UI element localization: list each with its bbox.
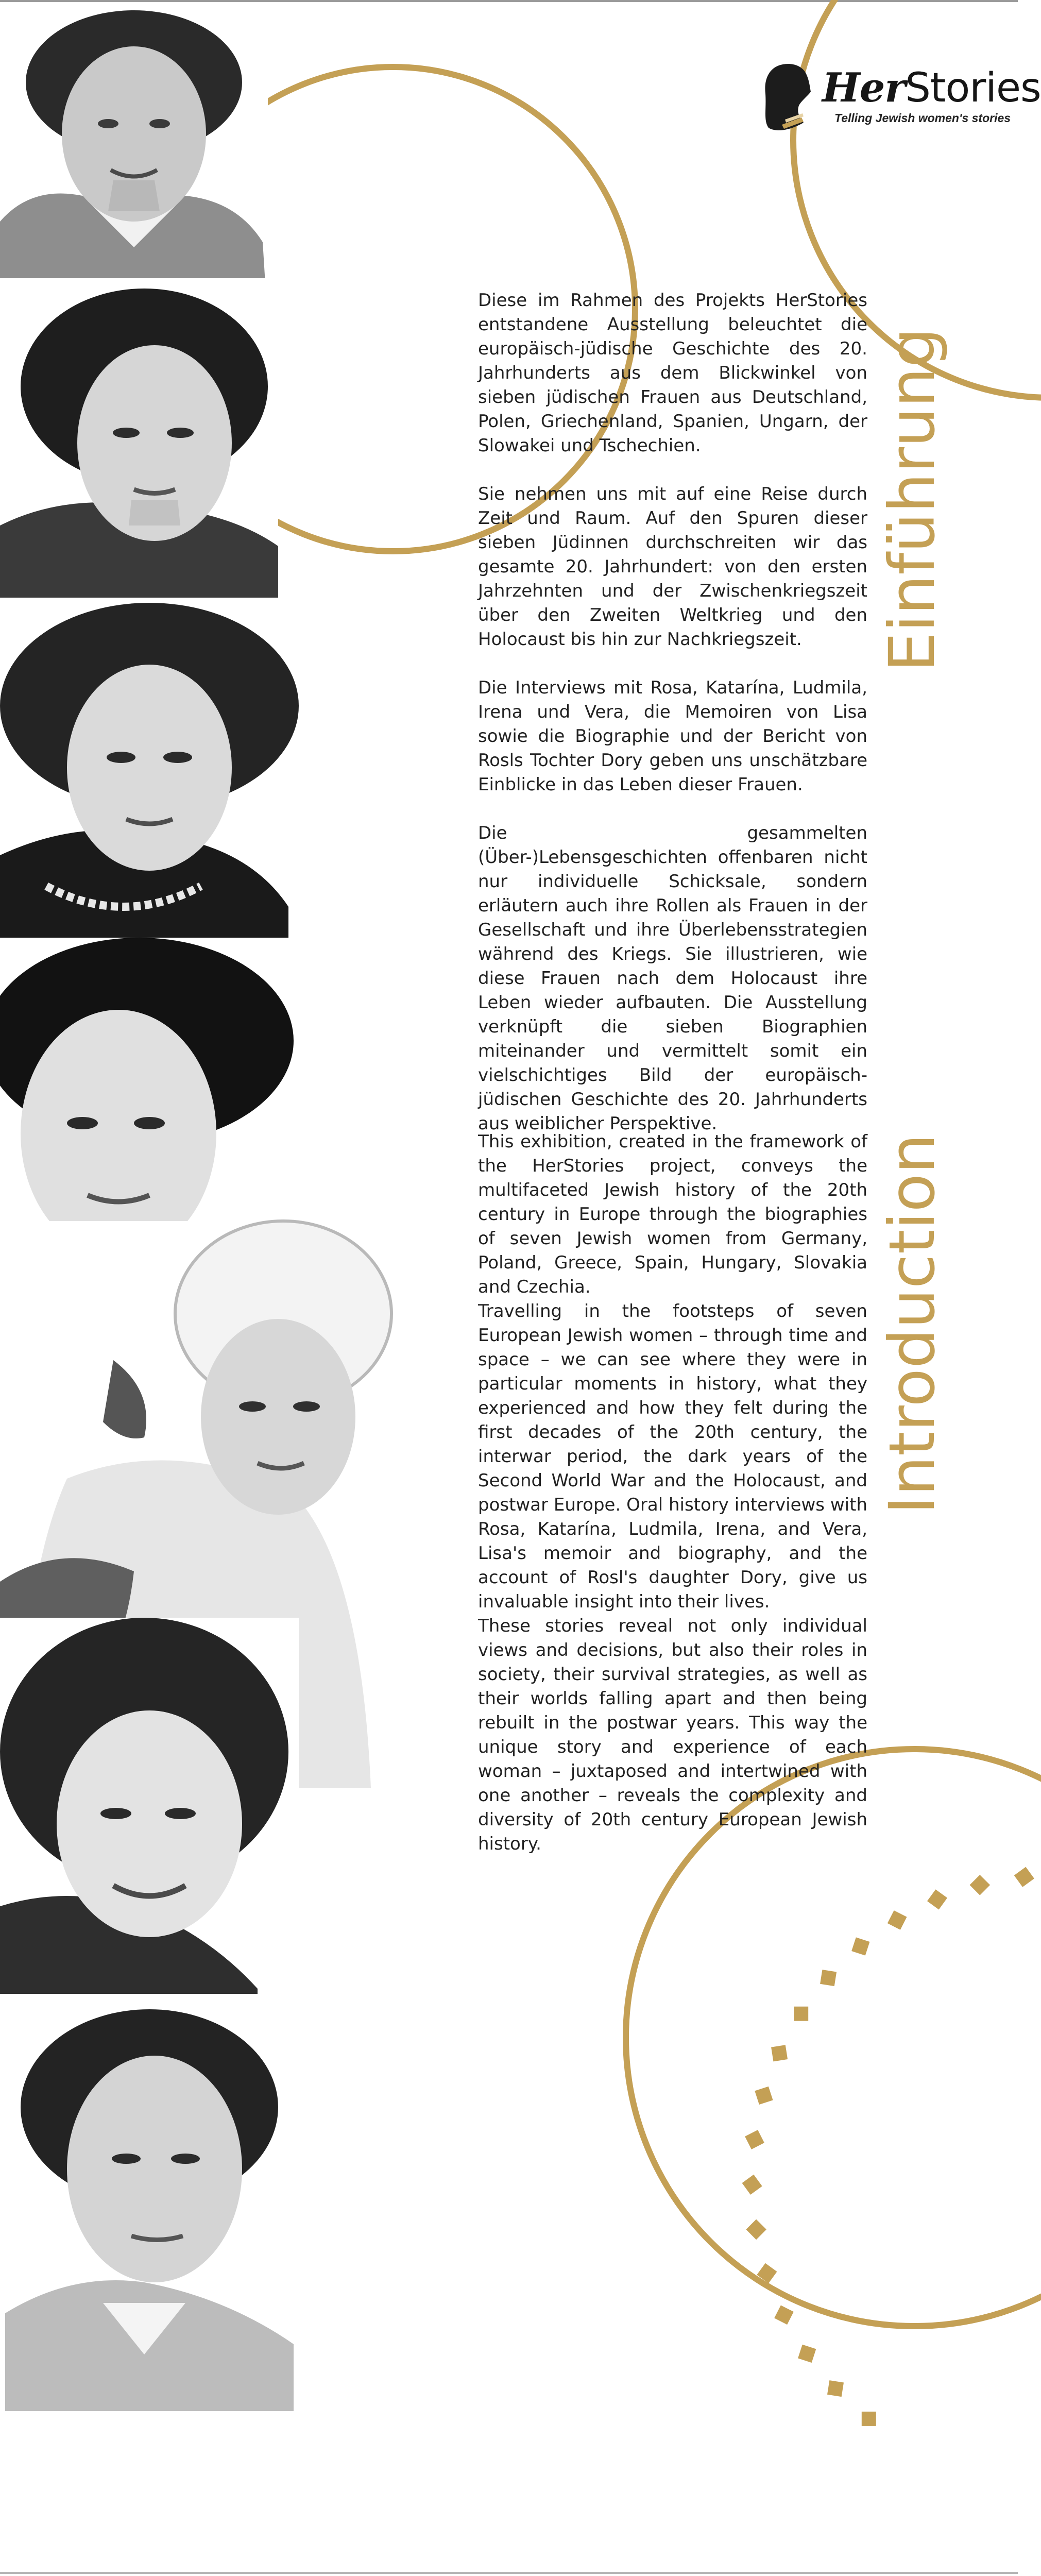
deco-dot (746, 2219, 766, 2240)
deco-dot (827, 2380, 844, 2397)
portrait-photo-2 (0, 278, 278, 639)
english-paragraph-3: These stories reveal not only individual views and decisions, but also their roles in society, their survival strategies, as well as their worlds falling apart and then being rebuilt in the postwar years. This way the unique story and experience of each woman – juxtaposed and intertwined with one another – reveals the complexity and diversity of 20th century European Jewish history. (478, 1616, 867, 1854)
portrait-photo-6 (0, 1618, 299, 2056)
title-introduction: Introduction (876, 1133, 949, 1515)
deco-dot (927, 1889, 947, 1909)
deco-dot (1014, 1867, 1034, 1887)
german-paragraph-4: Die gesammelten (Über-)Lebensgeschichten offenbaren nicht nur individuelle Schicksale, sondern erläutern auch ihre Rollen als Frauen in der Gesellschaft und ihre Überlebensstrategien während des Kriegs. Sie illustrieren, wie diese Frauen nach dem Holocaust ihre Leben wieder aufbauten. Die Ausstellung verknüpft die sieben Biographien miteinander und vermittelt somit ein vielschichtiges Bild der europäisch-jüdischen Geschichte des 20. Jahrhunderts aus weiblicher Perspektive. (478, 823, 867, 1134)
deco-dot (771, 2045, 788, 2061)
german-paragraph-1: Diese im Rahmen des Projekts HerStories entstandene Ausstellung beleuchtet die europäisch-jüdische Geschichte des 20. Jahrhunderts aus dem Blickwinkel von sieben jüdischen Frauen aus Deutschland, Polen, Griechenland, Spanien, Ungarn, der Slowakei und Tschechien. (478, 290, 867, 456)
portrait-photo-3 (0, 598, 309, 969)
title-einfuehrung: Einführung (876, 327, 949, 672)
brand-name-her: Her (822, 64, 906, 111)
german-paragraph-3: Die Interviews mit Rosa, Katarína, Ludmila, Irena und Vera, die Memoiren von Lisa sowie die Biographie und der Bericht von Rosls Tochter Dory geben uns unschätzbare Einblicke in das Leben dieser Frauen. (478, 677, 867, 795)
english-paragraph-1: This exhibition, created in the framework of the HerStories project, conveys the multifaceted Jewish history of the 20th century in Europe through the biographies of seven Jewish women from Germany, Poland, Greece, Spain, Hungary, Slovakia and Czechia. (478, 1131, 867, 1297)
deco-dot (798, 2345, 816, 2363)
herstories-logo (761, 62, 1041, 134)
deco-dot (774, 2305, 794, 2325)
portrait-photo-1 (0, 5, 268, 325)
deco-dot (745, 2130, 764, 2149)
deco-dot (755, 2087, 773, 2105)
deco-dot (820, 1970, 837, 1986)
deco-dot (742, 2175, 762, 2195)
deco-dot (851, 1937, 869, 1955)
deco-dot (888, 1910, 907, 1930)
deco-dot (970, 1875, 991, 1895)
deco-dot (862, 2412, 876, 2426)
german-text-block (478, 289, 867, 1160)
deco-dot (794, 2007, 808, 2021)
german-paragraph-2: Sie nehmen uns mit auf eine Reise durch Zeit und Raum. Auf den Spuren dieser sieben Jüdinnen durchschreiten wir das gesamte 20. Jahrhundert: von den ersten Jahrzehnten und der Zwischenkriegszeit über den Zweiten Weltkrieg und den Holocaust bis hin zur Nachkriegszeit. (478, 484, 867, 650)
english-paragraph-2: Travelling in the footsteps of seven European Jewish women – through time and space – we can see where they were in particular moments in history, what they experienced and how they felt during the first decades of the 20th century, the interwar period, the dark years of the Second World War and the Holocaust, and postwar Europe. Oral history interviews with Rosa, Katarína, Ludmila, Irena, and Vera, Lisa's memoir and biography, and the account of Rosl's daughter Dory, give us invaluable insight into their lives. (478, 1301, 867, 1612)
deco-dotted-arc (742, 1866, 1041, 2426)
english-text-block (478, 1130, 867, 1856)
brand-name-stories: Stories (905, 65, 1041, 111)
brand-tagline: Telling Jewish women's stories (834, 111, 1011, 125)
bottom-border-line (0, 2572, 1018, 2574)
brand-name (822, 65, 1041, 111)
woman-profile-icon (761, 62, 813, 134)
portrait-photo-7 (0, 1994, 299, 2411)
